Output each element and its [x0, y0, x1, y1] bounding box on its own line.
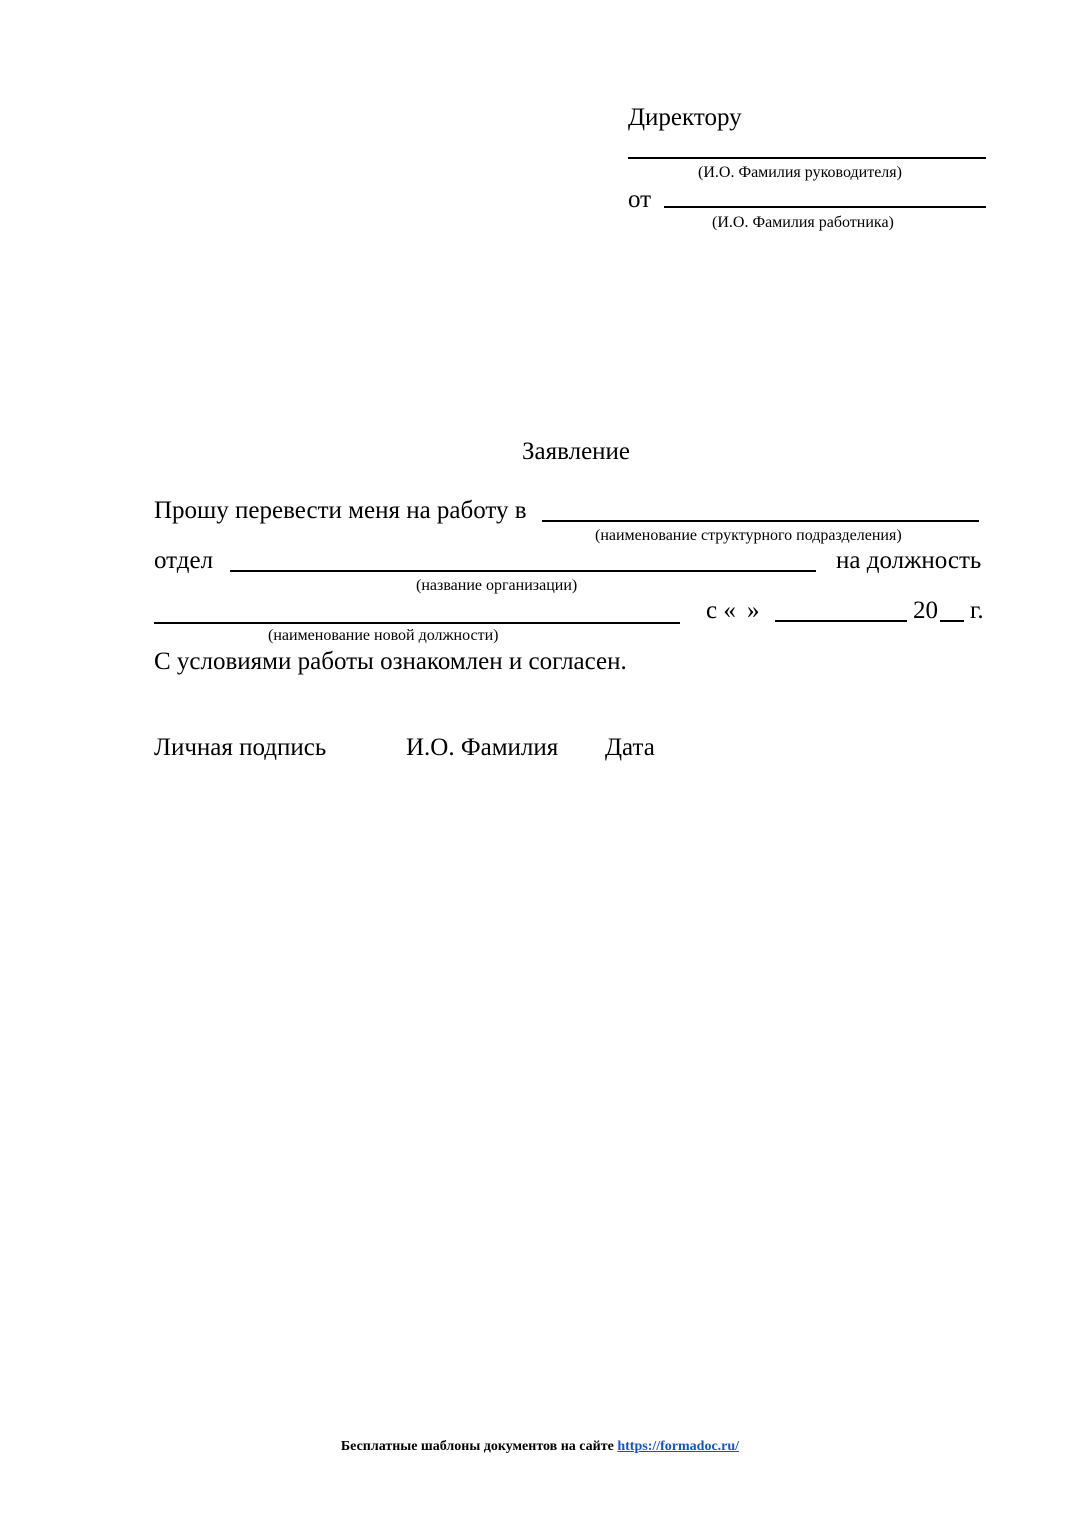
manager-name-line[interactable] — [628, 157, 986, 159]
position-hint: (наименование новой должности) — [268, 627, 499, 644]
manager-name-hint: (И.О. Фамилия руководителя) — [698, 164, 902, 181]
employee-name-hint: (И.О. Фамилия работника) — [712, 214, 894, 231]
year-line[interactable] — [940, 620, 964, 622]
agreement-text: С условиями работы ознакомлен и согласен. — [154, 648, 627, 675]
organization-hint: (название организации) — [416, 577, 578, 594]
request-text: Прошу перевести меня на работу в — [154, 497, 527, 524]
organization-line[interactable] — [230, 570, 816, 572]
footer — [0, 1438, 1080, 1456]
employee-name-line[interactable] — [664, 206, 986, 208]
date-label: Дата — [605, 734, 655, 761]
date-close-quote: » — [747, 597, 760, 624]
position-label: на должность — [836, 547, 982, 574]
department-label: отдел — [154, 547, 214, 574]
department-line[interactable] — [542, 520, 979, 522]
year-prefix: 20 — [913, 597, 938, 624]
footer-text: Бесплатные шаблоны документов на сайте — [340, 1439, 614, 1454]
date-month-line[interactable] — [775, 620, 907, 622]
name-label: И.О. Фамилия — [406, 734, 559, 761]
signature-label: Личная подпись — [154, 734, 327, 761]
footer-link[interactable]: https://formadoc.ru/ — [617, 1439, 740, 1454]
addressee-label: Директору — [628, 104, 742, 131]
document-title: Заявление — [522, 438, 631, 465]
from-label: от — [628, 186, 652, 213]
year-suffix: г. — [970, 597, 984, 624]
new-position-line[interactable] — [154, 622, 680, 624]
department-hint: (наименование структурного подразделения) — [595, 527, 902, 544]
date-open-label: с « — [706, 597, 736, 624]
